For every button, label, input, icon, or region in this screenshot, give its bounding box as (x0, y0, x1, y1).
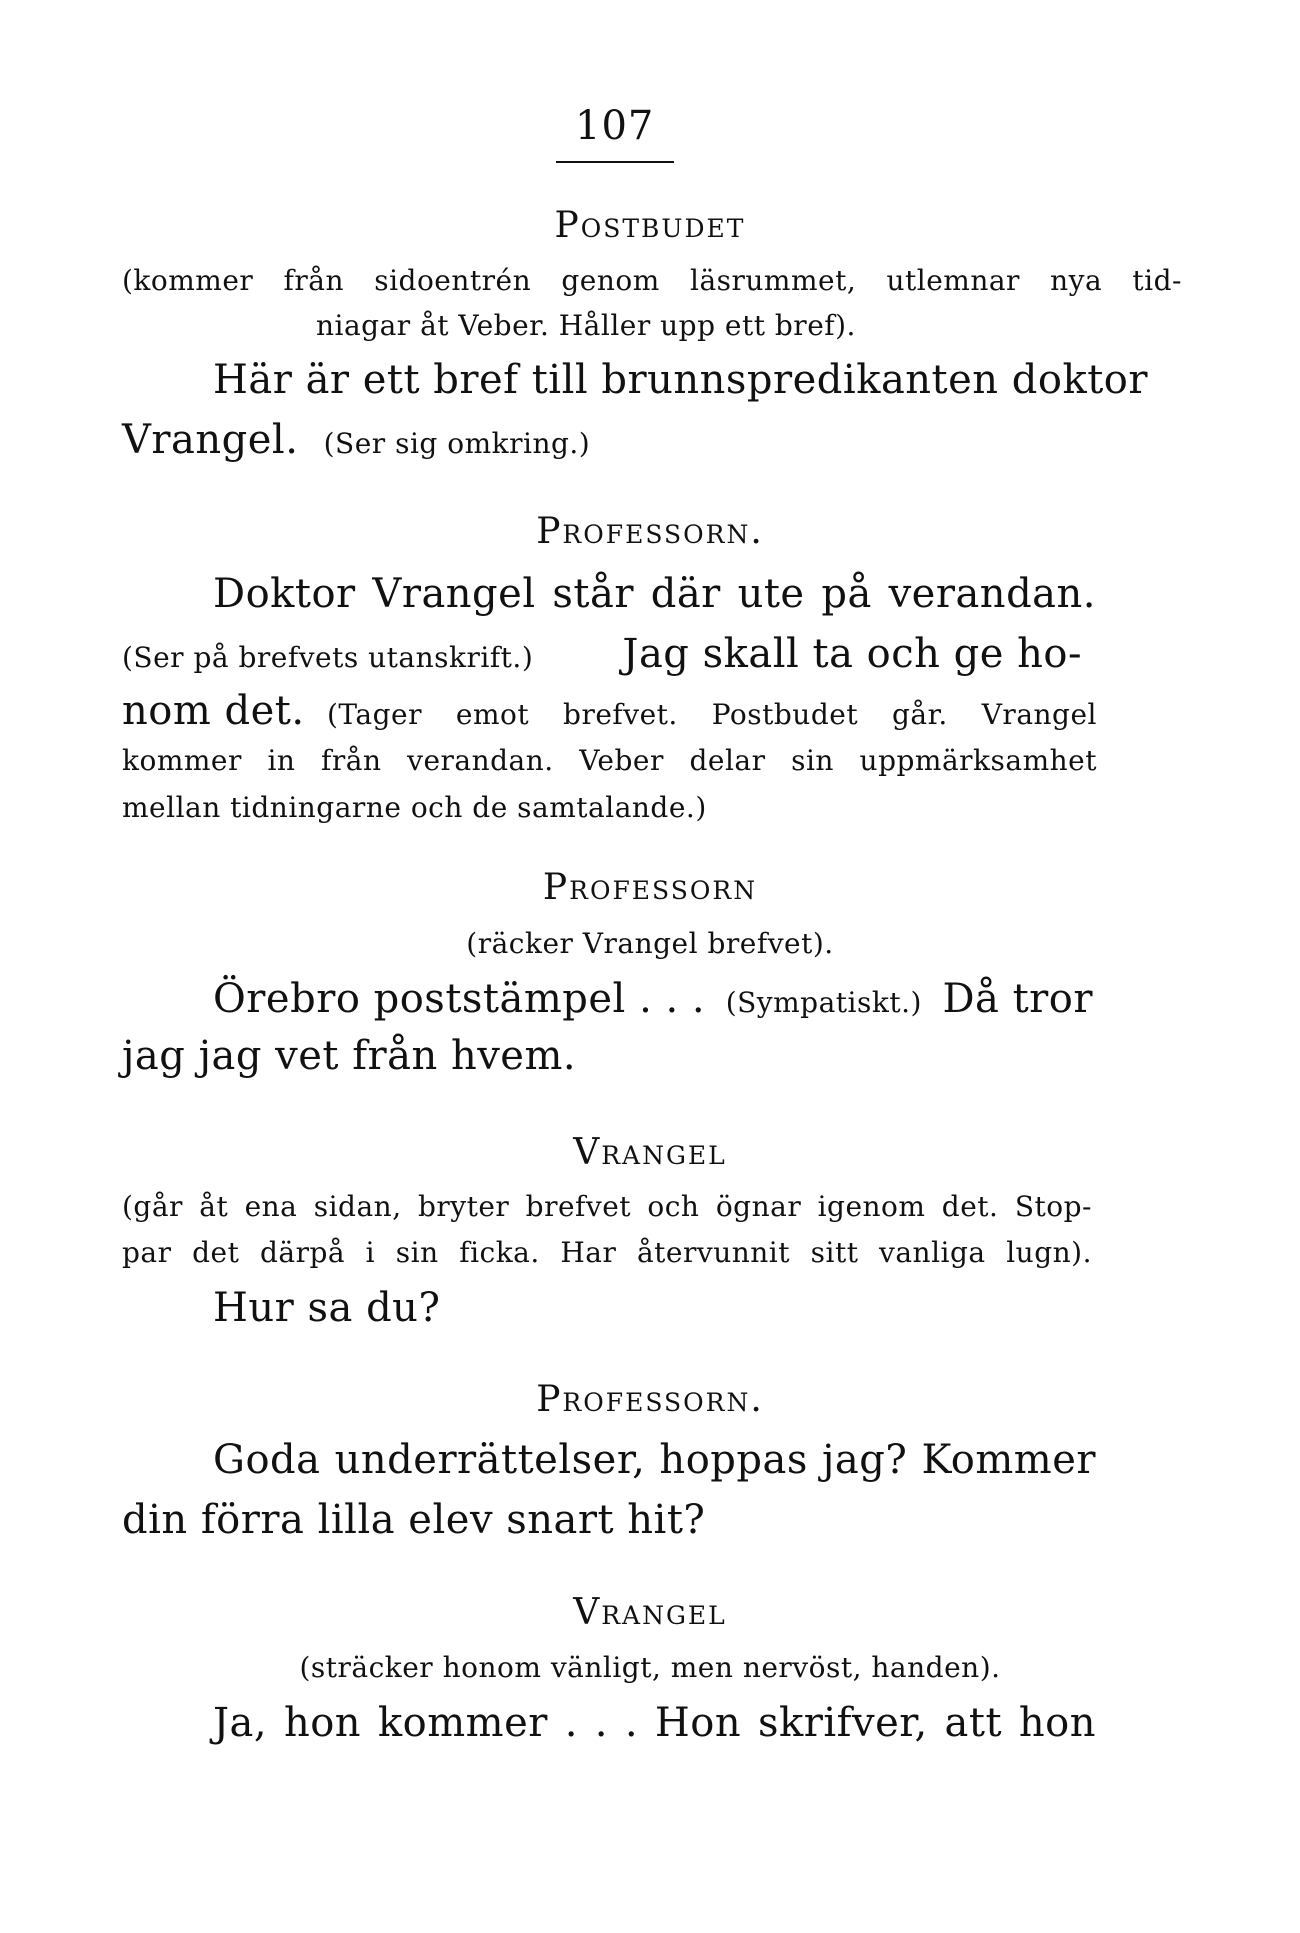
page-number-rule (556, 161, 674, 163)
dialogue-line: Här är ett bref till brunnspredikanten doktor (213, 357, 1148, 403)
inline-stage-direction: (Tager emot brefvet. Postbudet går. Vrangel (327, 698, 1097, 731)
stage-direction: (går åt ena sidan, bryter brefvet och ögnar igenom det. Stop- (122, 1190, 1092, 1223)
stage-direction: (sträcker honom vänligt, men nervöst, handen). (299, 1651, 1001, 1684)
dialogue-line (122, 417, 590, 463)
stage-direction: mellan tidningarne och de samtalande.) (122, 791, 707, 824)
stage-direction: niagar åt Veber. Håller upp ett bref). (316, 309, 856, 342)
dialogue-text: Då tror (942, 976, 1093, 1022)
dialogue-line: Ja, hon kommer . . . Hon skrifver, att hon (213, 1700, 1096, 1746)
dialogue-line: Goda underrättelser, hoppas jag? Kommer (213, 1437, 1096, 1483)
dialogue-line (122, 631, 1082, 677)
dialogue-line: jag jag vet från hvem. (122, 1033, 577, 1079)
dialogue-line: Hur sa du? (213, 1285, 441, 1331)
speaker-professorn: Professorn. (536, 1379, 764, 1420)
speaker-postbudet: Postbudet (554, 205, 746, 246)
dialogue-text: Jag skall ta och ge ho- (622, 631, 1082, 677)
dialogue-text: Örebro poststämpel . . . (213, 976, 706, 1022)
dialogue-text: Vrangel. (122, 417, 299, 463)
speaker-professorn: Professorn (542, 867, 758, 908)
speaker-vrangel: Vrangel (573, 1592, 727, 1633)
dialogue-text: nom det. (122, 688, 305, 734)
dialogue-line (213, 976, 1093, 1022)
stage-direction: (kommer från sidoentrén genom läsrummet, utlemnar nya tid- (122, 264, 1182, 297)
stage-direction: par det därpå i sin ficka. Har återvunnit sitt vanliga lugn). (122, 1236, 1092, 1269)
dialogue-line (122, 688, 1097, 734)
inline-stage-direction: (Ser på brefvets utanskrift.) (122, 641, 534, 674)
speaker-professorn: Professorn. (536, 511, 764, 552)
dialogue-line: Doktor Vrangel står där ute på verandan. (213, 571, 1096, 617)
stage-direction: (räcker Vrangel brefvet). (466, 927, 834, 960)
stage-direction: kommer in från verandan. Veber delar sin uppmärksamhet (122, 744, 1097, 777)
speaker-vrangel: Vrangel (573, 1132, 727, 1173)
inline-stage-direction: (Sympatiskt.) (725, 986, 922, 1019)
dialogue-line: din förra lilla elev snart hit? (122, 1497, 706, 1543)
inline-stage-direction: (Ser sig omkring.) (323, 427, 591, 460)
page-number: 107 (575, 103, 655, 149)
